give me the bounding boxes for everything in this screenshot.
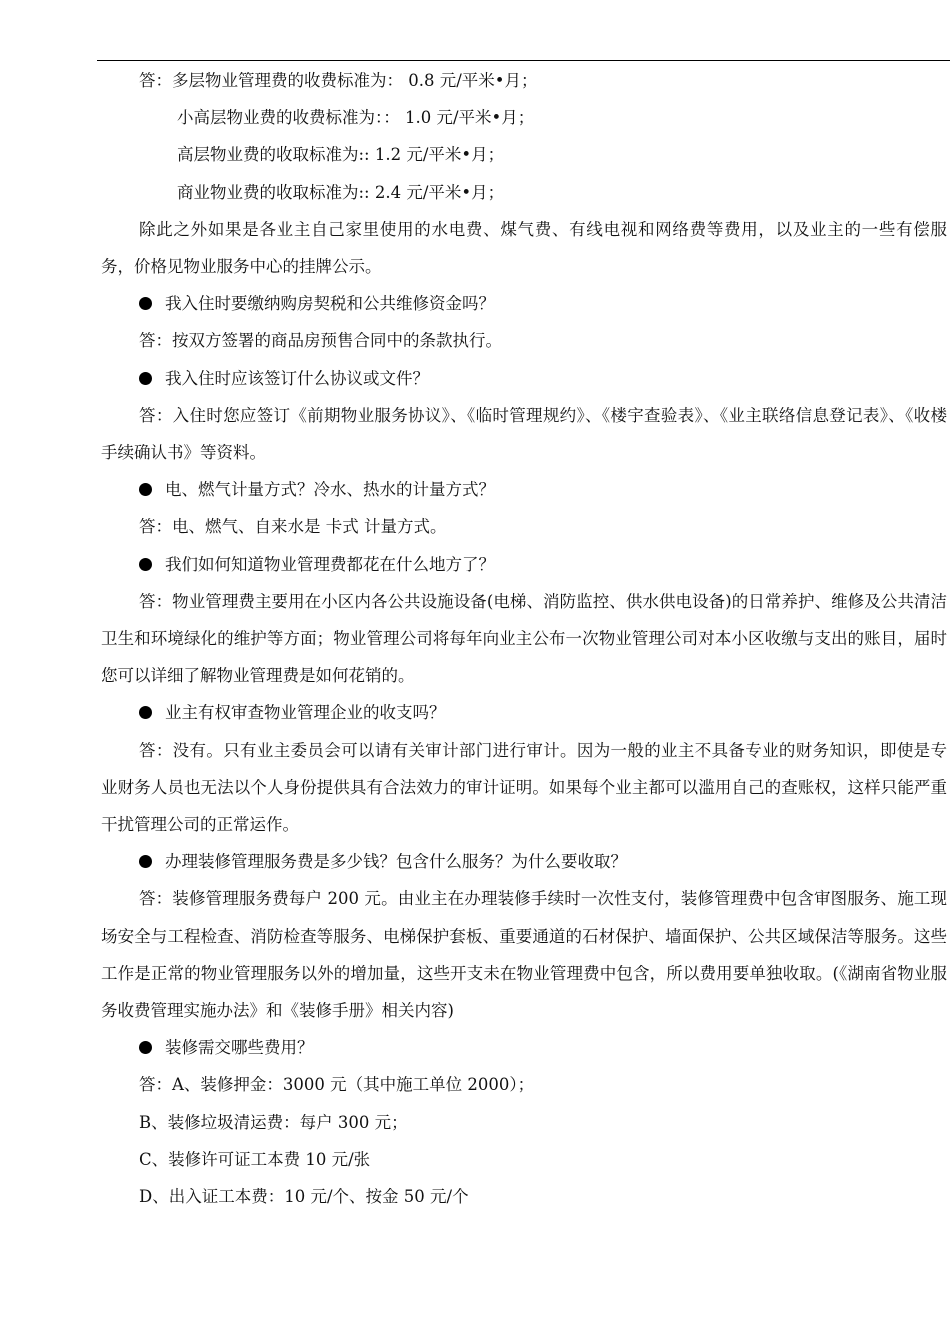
answer-renovation-fee: 答：装修管理服务费每户 200 元。由业主在办理装修手续时一次性支付，装修管理费中包含审图服务、施工现场安全与工程检查、消防检查等服务、电梯保护套板、重要通道的石材保护、墙面保护、公共区域保洁等服务。这些工作是正常的物业管理服务以外的增加量，这些开支未在物业管理费中包含，所以费用要单独收取。(《湖南省物业服务收费管理实施办法》和《装修手册》相关内容) bbox=[101, 889, 947, 1021]
question-renovation-fee-text: 办理装修管理服务费是多少钱？包含什么服务？为什么要收取？ bbox=[165, 852, 627, 872]
fee-answer-line-4: 商业物业费的收取标准为:: 2.4 元/平米•月； bbox=[177, 182, 505, 202]
answer-renovation-b: B、装修垃圾清运费：每户 300 元； bbox=[139, 1112, 408, 1132]
bullet-icon bbox=[139, 855, 152, 868]
document-body bbox=[101, 62, 947, 1215]
question-docs-text: 我入住时应该签订什么协议或文件？ bbox=[165, 368, 429, 388]
answer-spending: 答：物业管理费主要用在小区内各公共设施设备(电梯、消防监控、供水供电设备)的日常养护、维修及公共清洁卫生和环境绿化的维护等方面；物业管理公司将每年向业主公布一次物业管理公司对本小区收缴与支出的账目，届时您可以详细了解物业管理费是如何花销的。 bbox=[101, 591, 947, 686]
question-tax-text: 我入住时要缴纳购房契税和公共维修资金吗？ bbox=[165, 294, 495, 314]
question-renovation-costs bbox=[101, 1029, 947, 1066]
question-renovation-fee bbox=[101, 843, 947, 880]
bullet-icon bbox=[139, 372, 152, 385]
answer-renovation-d: D、出入证工本费：10 元/个、按金 50 元/个 bbox=[139, 1187, 469, 1207]
bullet-icon bbox=[139, 483, 152, 496]
question-tax bbox=[101, 285, 947, 322]
answer-audit: 答：没有。只有业主委员会可以请有关审计部门进行审计。因为一般的业主不具备专业的财务知识，即使是专业财务人员也无法以个人身份提供具有合法效力的审计证明。如果每个业主都可以滥用自己的查账权，这样只能严重干扰管理公司的正常运作。 bbox=[101, 740, 947, 835]
question-audit bbox=[101, 694, 947, 731]
bullet-icon bbox=[139, 297, 152, 310]
answer-tax: 答：按双方签署的商品房预售合同中的条款执行。 bbox=[139, 331, 502, 351]
question-audit-text: 业主有权审查物业管理企业的收支吗？ bbox=[165, 703, 446, 723]
question-meter-text: 电、燃气计量方式？冷水、热水的计量方式？ bbox=[165, 480, 495, 500]
question-spending bbox=[101, 546, 947, 583]
fee-note-paragraph: 除此之外如果是各业主自己家里使用的水电费、煤气费、有线电视和网络费等费用，以及业主的一些有偿服务，价格见物业服务中心的挂牌公示。 bbox=[101, 219, 947, 277]
bullet-icon bbox=[139, 558, 152, 571]
question-renovation-costs-text: 装修需交哪些费用？ bbox=[165, 1038, 314, 1058]
bullet-icon bbox=[139, 1041, 152, 1054]
answer-docs: 答：入住时您应签订《前期物业服务协议》、《临时管理规约》、《楼宇查验表》、《业主联络信息登记表》、《收楼手续确认书》等资料。 bbox=[101, 405, 947, 463]
question-spending-text: 我们如何知道物业管理费都花在什么地方了？ bbox=[165, 554, 495, 574]
question-docs bbox=[101, 360, 947, 397]
answer-renovation-a: 答：A、装修押金：3000 元（其中施工单位 2000）； bbox=[139, 1075, 535, 1095]
bullet-icon bbox=[139, 706, 152, 719]
fee-answer-line-1: 答：多层物业管理费的收费标准为： 0.8 元/平米•月； bbox=[139, 71, 538, 90]
answer-renovation-c: C、装修许可证工本费 10 元/张 bbox=[139, 1149, 371, 1169]
fee-answer-line-2: 小高层物业费的收费标准为：： 1.0 元/平米•月； bbox=[177, 108, 535, 128]
question-meter bbox=[101, 471, 947, 508]
answer-meter: 答：电、燃气、自来水是 卡式 计量方式。 bbox=[139, 517, 447, 537]
header-rule bbox=[97, 60, 950, 61]
fee-answer-line-3: 高层物业费的收取标准为:: 1.2 元/平米•月； bbox=[177, 145, 505, 165]
